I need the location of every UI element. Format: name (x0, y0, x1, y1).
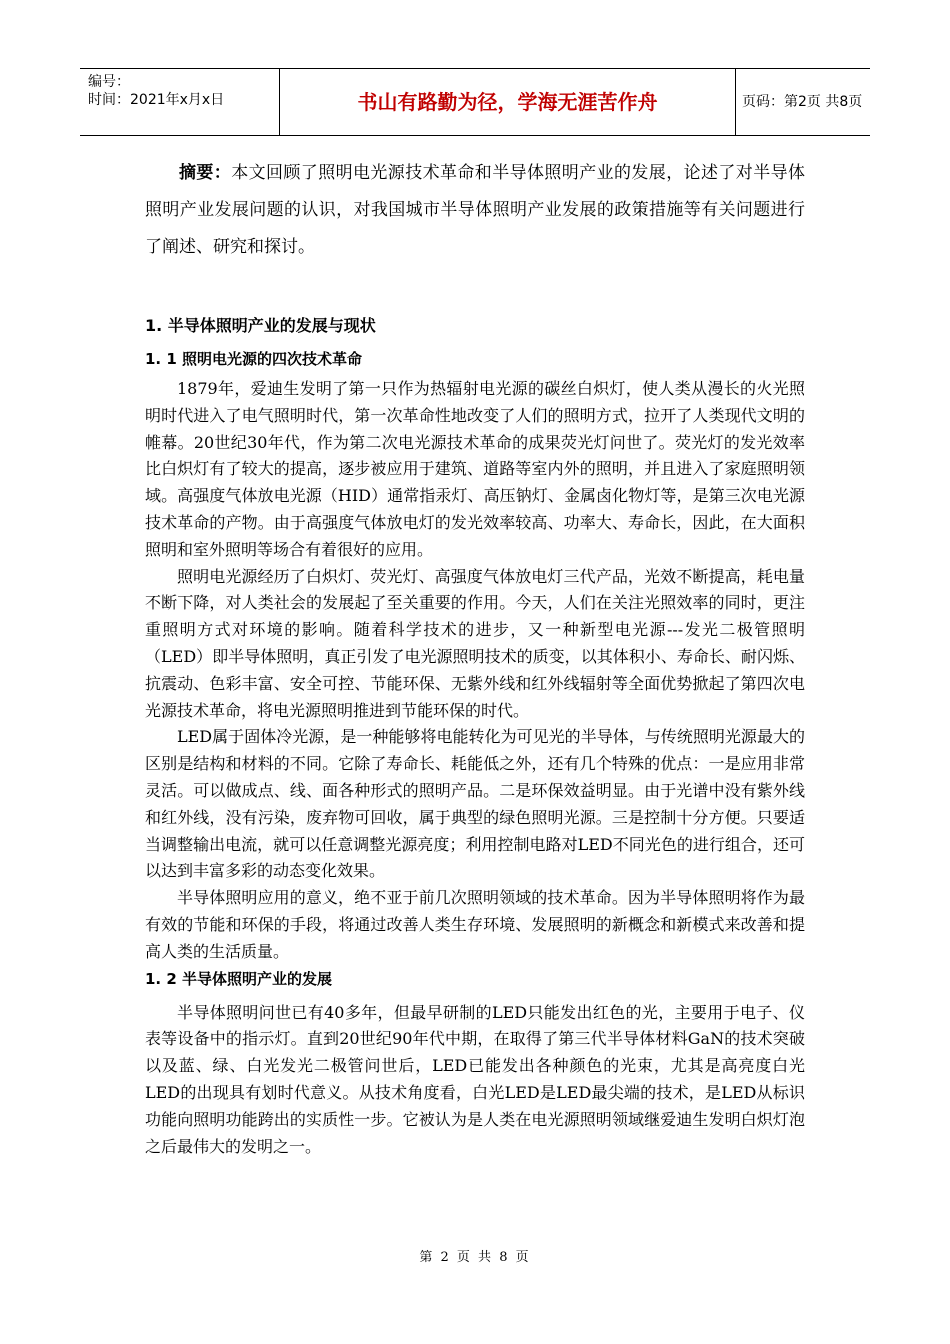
subsection-heading: 1. 1 照明电光源的四次技术革命 (145, 350, 363, 368)
section-heading: 1. 半导体照明产业的发展与现状 (145, 316, 376, 335)
body-paragraph: LED属于固体冷光源，是一种能够将电能转化为可见光的半导体，与传统照明光源最大的区别是结构和材料的不同。它除了寿命长、耗能低之外，还有几个特殊的优点：一是应用非常灵活。可以做成点、线、面各种形式的照明产品。二是环保效益明显。由于光谱中没有紫外线和红外线，没有污染，废弃物可回收，属于典型的绿色照明光源。三是控制十分方便。只要适当调整输出电流，就可以任意调整光源亮度；利用控制电路对LED不同光色的进行组合，还可以达到丰富多彩的动态变化效果。 (145, 727, 805, 881)
subsection-heading: 1. 2 半导体照明产业的发展 (145, 969, 333, 988)
header-motto: 书山有路勤为径，学海无涯苦作舟 (280, 69, 736, 135)
abstract-paragraph (145, 155, 805, 266)
document-time-label: 时间：2021年x月x日 (88, 92, 225, 108)
body-paragraph: 半导体照明问世已有40多年，但最早研制的LED只能发出红色的光，主要用于电子、仪表等设备中的指示灯。直到20世纪90年代中期，在取得了第三代半导体材料GaN的技术突破以及蓝、绿、白光发光二极管问世后，LED已能发出各种颜色的光束，尤其是高亮度白光LED的出现具有划时代意义。从技术角度看，白光LED是LED最尖端的技术，是LED从标识功能向照明功能跨出的实质性一步。它被认为是人类在电光源照明领域继爱迪生发明白炽灯泡之后最伟大的发明之一。 (145, 1002, 805, 1156)
body-paragraph: 1879年，爱迪生发明了第一只作为热辐射电光源的碳丝白炽灯，使人类从漫长的火光照明时代进入了电气照明时代，第一次革命性地改变了人们的照明方式，拉开了人类现代文明的帷幕。20世纪30年代，作为第二次电光源技术革命的成果荧光灯问世了。荧光灯的发光效率比白炽灯有了较大的提高，逐步被应用于建筑、道路等室内外的照明，并且进入了家庭照明领域。高强度气体放电光源（HID）通常指汞灯、高压钠灯、金属卤化物灯等，是第三次电光源技术革命的产物。由于高强度气体放电灯的发光效率较高、功率大、寿命长，因此，在大面积照明和室外照明等场合有着很好的应用。 (145, 379, 805, 559)
document-body (145, 155, 805, 1160)
document-number-label: 编号： (88, 74, 130, 90)
header-page-number: 页码：第2页 共8页 (742, 94, 863, 110)
header-meta (80, 69, 280, 135)
page-footer: 第 2 页 共 8 页 (419, 1250, 531, 1265)
page-header (80, 68, 870, 136)
abstract-text: 本文回顾了照明电光源技术革命和半导体照明产业的发展，论述了对半导体照明产业发展问题的认识，对我国城市半导体照明产业发展的政策措施等有关问题进行了阐述、研究和探讨。 (145, 163, 806, 257)
body-paragraph: 照明电光源经历了白炽灯、荧光灯、高强度气体放电灯三代产品，光效不断提高，耗电量不断下降，对人类社会的发展起了至关重要的作用。今天，人们在关注光照效率的同时，更注重照明方式对环境的影响。随着科学技术的进步，又一种新型电光源---发光二极管照明（LED）即半导体照明，真正引发了电光源照明技术的质变，以其体积小、寿命长、耐闪烁、抗震动、色彩丰富、安全可控、节能环保、无紫外线和红外线辐射等全面优势掀起了第四次电光源技术革命，将电光源照明推进到节能环保的时代。 (145, 566, 805, 720)
abstract-label: 摘要： (179, 163, 232, 183)
body-paragraph: 半导体照明应用的意义，绝不亚于前几次照明领域的技术革命。因为半导体照明将作为最有效的节能和环保的手段，将通过改善人类生存环境、发展照明的新概念和新模式来改善和提高人类的生活质量。 (145, 888, 805, 961)
